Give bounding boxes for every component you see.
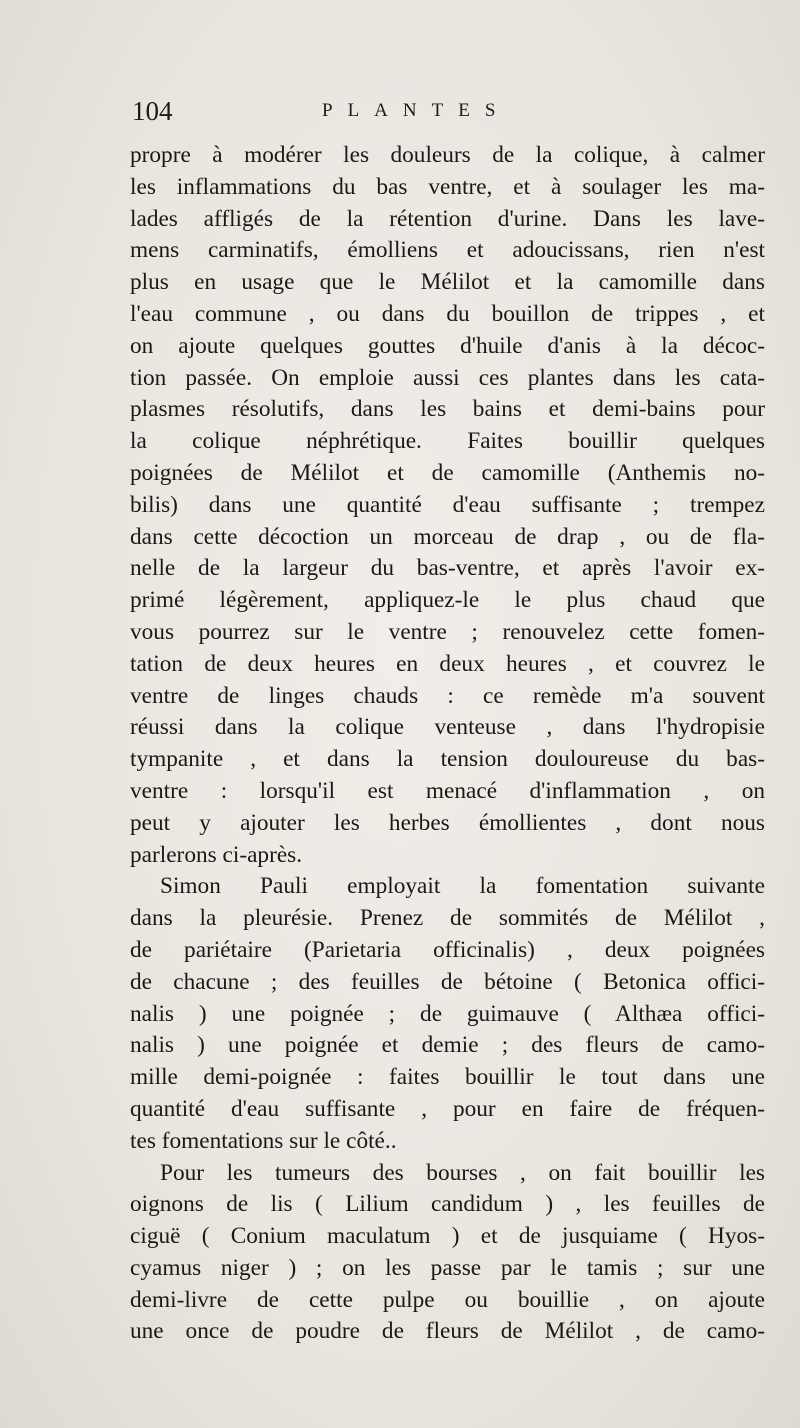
running-head: PLANTES [322,100,511,121]
text-line: Simon Pauli employait la fomentation suivante [160,873,765,900]
text-line: propre à modérer les douleurs de la colique, à calmer [130,142,765,168]
text-line: ciguë ( Conium maculatum ) et de jusquiame ( Hyos- [130,1223,765,1250]
text-line: Pour les tumeurs des bourses , on fait bouillir les [160,1159,765,1186]
text-line: tion passée. On emploie aussi ces plantes dans les cata- [130,364,765,391]
text-line: plasmes résolutifs, dans les bains et demi-bains pour [130,396,765,423]
text-line: quantité d'eau suffisante , pour en faire de fréquen- [130,1095,765,1122]
page-number: 104 [132,96,173,126]
text-line: parlerons ci-après. [130,841,303,868]
page-header [132,96,772,132]
text-line: on ajoute quelques gouttes d'huile d'anis à la décoc- [130,332,765,359]
text-line: ventre de linges chauds : ce remède m'a souvent [130,682,765,709]
text-line: nalis ) une poignée ; de guimauve ( Althæa offici- [130,1000,765,1027]
text-line: demi-livre de cette pulpe ou bouillie , on ajoute [130,1286,765,1313]
text-line: cyamus niger ) ; on les passe par le tamis ; sur une [130,1254,765,1281]
text-line: les inflammations du bas ventre, et à soulager les ma- [130,173,765,200]
text-line: tation de deux heures en deux heures , et couvrez le [130,650,765,677]
paragraph [130,871,765,1157]
text-line: la colique néphrétique. Faites bouillir quelques [130,428,765,455]
text-line: poignées de Mélilot et de camomille (Anthemis no- [130,459,765,486]
text-line: de pariétaire (Parietaria officinalis) , deux poignées [130,936,765,963]
text-line: bilis) dans une quantité d'eau suffisante ; trempez [130,491,765,518]
text-line: peut y ajouter les herbes émollientes , dont nous [130,809,765,836]
paragraph [130,1158,765,1349]
text-line: plus en usage que le Mélilot et la camomille dans [130,269,765,296]
paragraph [130,140,765,871]
text-line: lades affligés de la rétention d'urine. Dans les lave- [130,205,765,232]
text-line: une once de poudre de fleurs de Mélilot , de camo- [130,1318,765,1345]
text-line: mens carminatifs, émolliens et adoucissans, rien n'est [130,237,765,264]
text-line: nalis ) une poignée et demie ; des fleurs de camo- [130,1032,765,1059]
body-text [130,140,765,1348]
text-line: de chacune ; des feuilles de bétoine ( Betonica offici- [130,968,765,995]
text-line: tympanite , et dans la tension douloureuse du bas- [130,746,765,773]
text-line: réussi dans la colique venteuse , dans l'hydropisie [130,714,765,741]
text-line: vous pourrez sur le ventre ; renouvelez cette fomen- [130,618,765,645]
text-line: tes fomentations sur le côté.. [130,1127,397,1154]
text-line: mille demi-poignée : faites bouillir le tout dans une [130,1064,765,1091]
text-line: dans cette décoction un morceau de drap , ou de fla- [130,523,765,550]
text-line: primé légèrement, appliquez-le le plus chaud que [130,587,765,614]
text-line: ventre : lorsqu'il est menacé d'inflammation , on [130,777,765,804]
text-line: oignons de lis ( Lilium candidum ) , les feuilles de [130,1191,765,1218]
text-line: dans la pleurésie. Prenez de sommités de Mélilot , [130,905,765,932]
text-line: l'eau commune , ou dans du bouillon de trippes , et [130,300,765,327]
text-line: nelle de la largeur du bas-ventre, et après l'avoir ex- [130,555,765,582]
